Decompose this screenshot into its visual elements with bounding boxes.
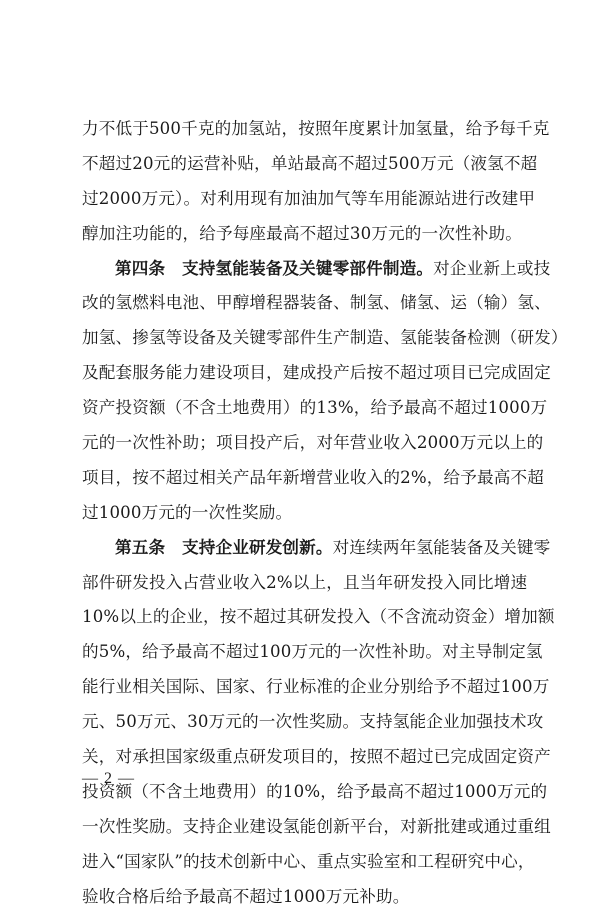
text-line: 10%以上的企业，按不超过其研发投入（不含流动资金）增加额 — [82, 607, 555, 627]
text-line: 能行业相关国际、国家、行业标准的企业分别给予不超过100万 — [82, 677, 550, 697]
text-line: 进入“国家队”的技术创新中心、重点实验室和工程研究中心， — [82, 851, 535, 871]
text-line: 部件研发投入占营业收入2%以上，且当年研发投入同比增速 — [82, 572, 528, 592]
text-line: 对企业新上或技 — [433, 258, 551, 278]
text-line: 改的氢燃料电池、甲醇增程器装备、制氢、储氢、运（输）氢、 — [82, 293, 551, 313]
document-body — [82, 112, 568, 914]
text-line: 一次性奖励。支持企业建设氢能创新平台，对新批建或通过重组 — [82, 816, 551, 836]
text-line: 过1000万元的一次性奖励。 — [82, 502, 293, 522]
text-line: 资产投资额（不含土地费用）的13%，给予最高不超过1000万 — [82, 398, 548, 418]
text-line: 投资额（不含土地费用）的10%，给予最高不超过1000万元的 — [82, 781, 548, 801]
text-line: 关，对承担国家级重点研发项目的，按照不超过已完成固定资产 — [82, 747, 551, 767]
article-4-heading: 第四条 支持氢能装备及关键零部件制造。 — [115, 258, 434, 278]
article-5-heading: 第五条 支持企业研发创新。 — [115, 537, 333, 557]
text-line: 力不低于500千克的加氢站，按照年度累计加氢量，给予每千克 — [82, 119, 550, 138]
text-line: 元的一次性补助；项目投产后，对年营业收入2000万元以上的 — [82, 433, 544, 453]
text-line: 加氢、掺氢等设备及关键零部件生产制造、氢能装备检测（研发） — [82, 328, 568, 348]
text-line: 过2000万元）。对利用现有加油加气等车用能源站进行改建甲 — [82, 188, 536, 208]
text-line: 及配套服务能力建设项目，建成投产后按不超过项目已完成固定 — [82, 363, 551, 383]
page-number: — 2 — — [82, 770, 135, 787]
text-line: 项目，按不超过相关产品年新增营业收入的2%，给予最高不超 — [82, 467, 544, 487]
text-line: 不超过20元的运营补贴，单站最高不超过500万元（液氢不超 — [82, 153, 538, 173]
text-line: 验收合格后给予最高不超过1000万元补助。 — [82, 886, 410, 906]
text-line: 醇加注功能的，给予每座最高不超过30万元的一次性补助。 — [82, 223, 523, 243]
text-line: 的5%，给予最高不超过100万元的一次性补助。对主导制定氢 — [82, 642, 543, 662]
text-line: 对连续两年氢能装备及关键零 — [332, 537, 551, 557]
article-4-first-line — [82, 252, 551, 287]
text-line: 元、50万元、30万元的一次性奖励。支持氢能企业加强技术攻 — [82, 712, 544, 732]
article-5-first-line — [82, 531, 551, 566]
